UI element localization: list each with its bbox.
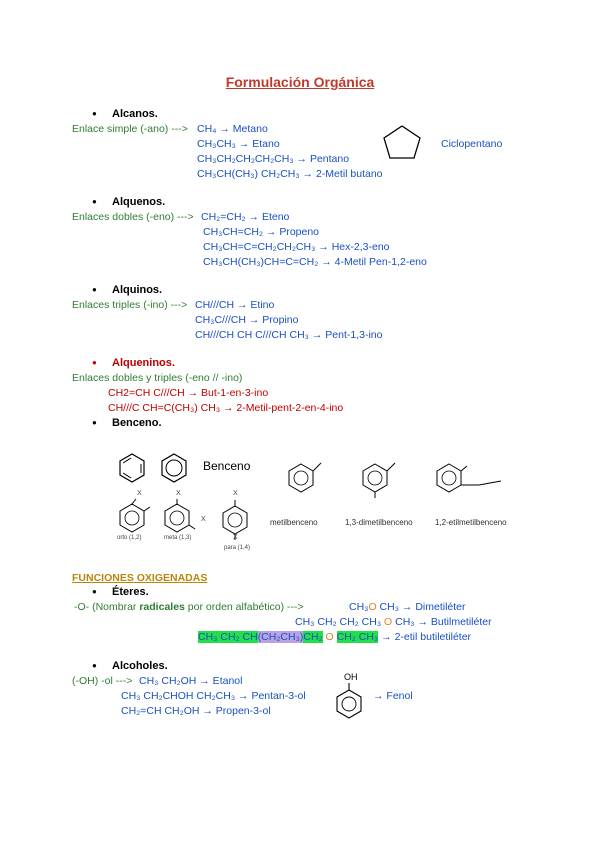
heading-benceno: ● Benceno. [92, 417, 162, 429]
cyclopentane-structure [380, 120, 430, 165]
alcanos-line-3: CH₃CH₂CH₂CH₂CH₃ → Pentano [197, 153, 350, 165]
alquinos-line-3: CH///CH CH C///CH CH₃ → Pent-1,3-ino [195, 329, 383, 341]
orto-structure [118, 500, 158, 536]
dimethylbenzene-structure [361, 458, 401, 500]
heading-eteres: ● Éteres. [92, 586, 149, 598]
heading-alqueninos: ● Alqueninos. [92, 357, 175, 369]
phenol-structure [335, 683, 365, 721]
rule-alquenos: Enlaces dobles (-eno) ---> [72, 211, 194, 223]
alqueninos-line-2: CH///C CH=C(CH₃) CH₃ → 2-Metil-pent-2-en-4-ino [108, 402, 344, 414]
alcanos-line-4: CH₃CH(CH₃) CH₂CH₃ → 2-Metil butano [197, 168, 383, 180]
benzene-ring-kekule [118, 453, 148, 483]
rule-eteres: -O- (Nombrar radicales por orden alfabético) ---> [74, 601, 304, 613]
alcanos-line-1: CH₄ → Metano [197, 123, 268, 135]
x-mark-para-bottom: X [233, 534, 238, 541]
page-title: Formulación Orgánica [225, 74, 375, 90]
rule-alquinos: Enlaces triples (-ino) ---> [72, 299, 188, 311]
rule-alqueninos: Enlaces dobles y triples (-eno // -ino) [72, 372, 243, 384]
alquenos-line-3: CH₃CH=C=CH₂CH₂CH₃ → Hex-2,3-eno [203, 241, 390, 253]
heading-alcanos: ● Alcanos. [92, 108, 158, 120]
x-mark-meta-side: X [201, 516, 206, 523]
fenol-label: → Fenol [373, 690, 413, 702]
heading-funciones-oxigenadas: FUNCIONES OXIGENADAS [72, 572, 208, 584]
benzene-ring-circle [160, 453, 190, 483]
meta-label: meta (1,3) [164, 535, 192, 541]
eteres-line-1: CH₃O CH₃ → Dimetiléter [349, 601, 466, 613]
x-mark-meta: X [176, 490, 181, 497]
alquenos-line-4: CH₃CH(CH₃)CH=C=CH₂ → 4-Metil Pen-1,2-eno [203, 256, 427, 268]
x-mark-orto: X [137, 490, 142, 497]
ciclopentano-label: Ciclopentano [441, 138, 503, 150]
alquinos-line-1: CH///CH → Etino [195, 299, 275, 311]
benceno-label: Benceno [203, 459, 251, 473]
orto-label: orto (1,2) [117, 535, 142, 541]
eteres-line-3: CH₃ CH₂ CH(CH₂CH₃)CH₂ O CH₂ CH₃ → 2-etil butiletiléter [198, 631, 472, 643]
phenol-oh-label: OH [344, 672, 358, 682]
alcoholes-line-2: CH₃ CH₂CHOH CH₂CH₃ → Pentan-3-ol [121, 690, 306, 702]
alcoholes-line-1: CH₃ CH₂OH → Etanol [139, 675, 243, 687]
heading-alquenos: ● Alquenos. [92, 196, 165, 208]
alcanos-line-2: CH₃CH₃ → Etano [197, 138, 280, 150]
eteres-line-2: CH₃ CH₂ CH₂ CH₃ O CH₃ → Butilmetiléter [295, 616, 492, 628]
toluene-structure [287, 458, 327, 494]
meta-structure [163, 500, 203, 536]
heading-alquinos: ● Alquinos. [92, 284, 162, 296]
derivative-metilbenceno: metilbenceno [270, 518, 318, 527]
rule-alcanos: Enlace simple (-ano) ---> [72, 123, 188, 135]
alcoholes-line-3: CH₂=CH CH₂OH → Propen-3-ol [121, 705, 271, 717]
alquenos-line-1: CH₂=CH₂ → Eteno [201, 211, 290, 223]
para-label: para (1,4) [224, 545, 251, 551]
ethylmethylbenzene-structure [435, 458, 505, 494]
heading-alcoholes: ● Alcoholes. [92, 660, 168, 672]
x-mark-para: X [233, 490, 238, 497]
alqueninos-line-1: CH2=CH C///CH → But-1-en-3-ino [108, 387, 269, 399]
alquinos-line-2: CH₃C///CH → Propino [195, 314, 299, 326]
rule-alcoholes: (-OH) -ol ---> [72, 675, 133, 687]
derivative-dimetilbenceno: 1,3-dimetilbenceno [345, 518, 413, 527]
alquenos-line-2: CH₃CH=CH₂ → Propeno [203, 226, 320, 238]
derivative-etilmetilbenceno: 1,2-etilmetilbenceno [435, 518, 507, 527]
